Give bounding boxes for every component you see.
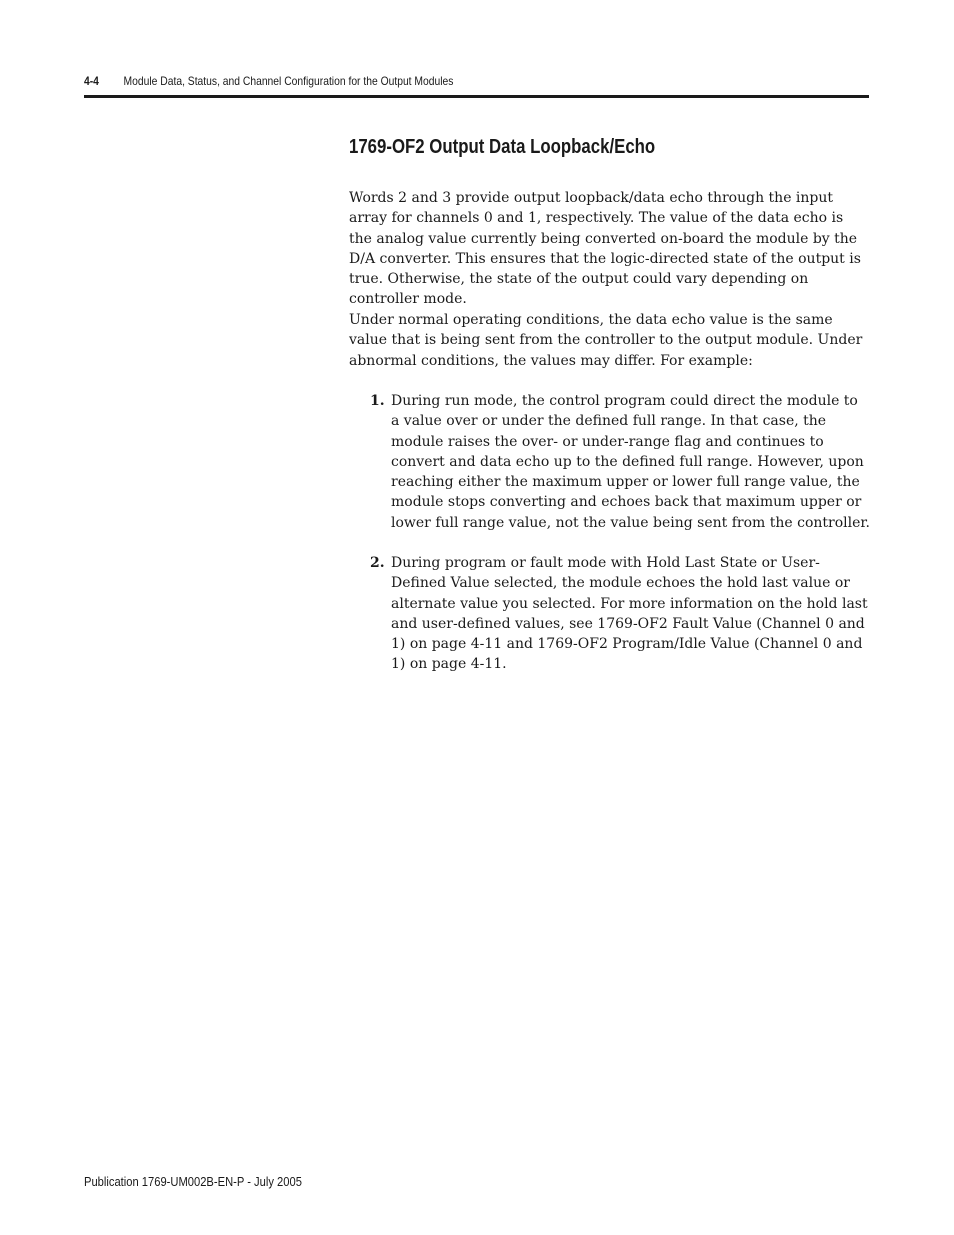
list-item-number: 2. <box>370 555 385 571</box>
list-item-text: During program or fault mode with Hold Last State or User-Defined Value selected, the module echoes the hold last value or alternate value you selected. For more information on the hold last and user-defined values, see 1769-OF2 Fault Value (Channel 0 and 1) on page 4-11 and 1769-OF2 Program/Idle Value (Channel 0 and 1) on page 4-11. <box>391 555 868 673</box>
list-item-number: 1. <box>370 393 385 409</box>
header-divider <box>84 95 869 98</box>
page-footer: Publication 1769-UM002B-EN-P - July 2005 <box>84 1174 302 1189</box>
section-title: 1769-OF2 Output Data Loopback/Echo <box>349 136 656 158</box>
list-item-text: During run mode, the control program could direct the module to a value over or under the defined full range. In that case, the module raises the over- or under-range flag and continues to convert and data echo up to the defined full range. However, upon reaching either the maximum upper or lower full range value, the module stops converting and echoes back that maximum upper or lower full range value, not the value being sent from the controller. <box>391 393 870 531</box>
list-item <box>370 553 870 675</box>
page-number: 4-4 <box>84 74 99 88</box>
list-item <box>370 391 870 533</box>
chapter-title: Module Data, Status, and Channel Configuration for the Output Modules <box>123 74 454 88</box>
paragraph-normal-conditions: Under normal operating conditions, the data echo value is the same value that is being sent from the controller to the output module. Under abnormal conditions, the values may differ. For example: <box>349 312 863 369</box>
page-header <box>84 73 758 89</box>
paragraph-loopback-intro: Words 2 and 3 provide output loopback/data echo through the input array for channels 0 and 1, respectively. The value of the data echo is the analog value currently being converted on-board the module by the D/A converter. This ensures that the logic-directed state of the output is true. Otherwise, the state of the output could vary depending on controller mode. <box>349 190 861 308</box>
